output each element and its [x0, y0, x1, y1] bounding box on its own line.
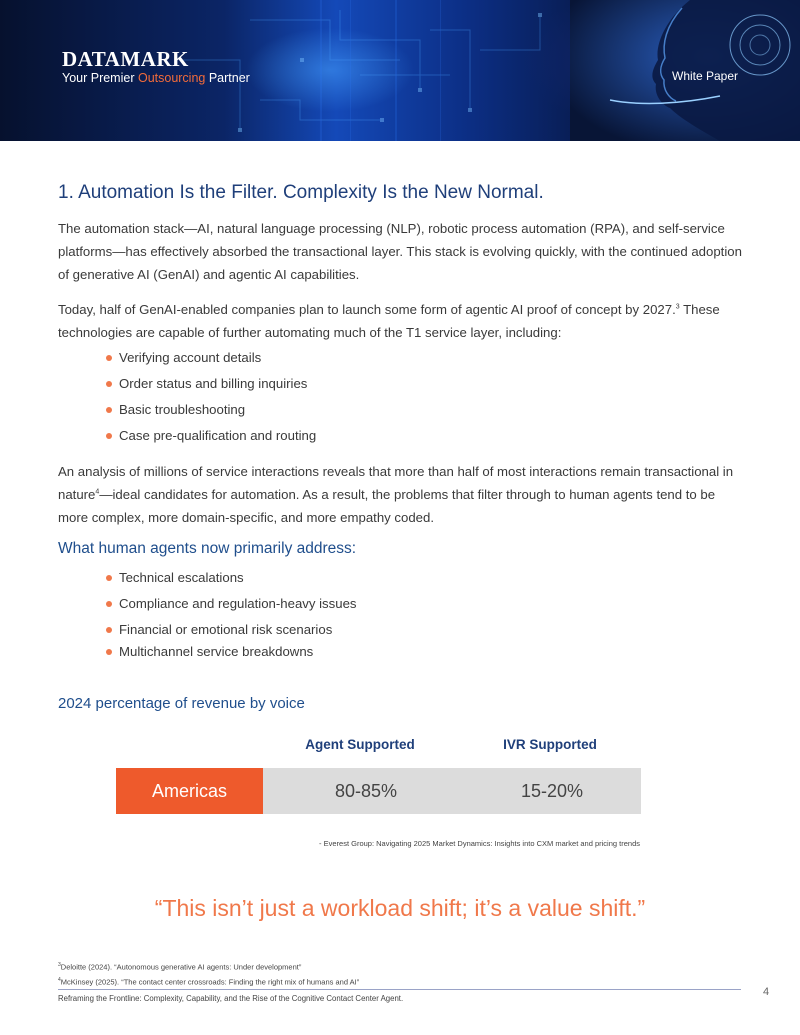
- bullet-dot-icon: [106, 649, 112, 655]
- list-item-text: Multichannel service breakdowns: [119, 644, 314, 659]
- footnote-text: Deloitte (2024). “Autonomous generative AI agents: Under development”: [60, 962, 302, 972]
- tagline-accent: Outsourcing: [137, 71, 206, 85]
- human-agents-subheading: What human agents now primarily address:: [58, 540, 357, 557]
- list-item: [106, 594, 357, 620]
- footnote-text: McKinsey (2025). “The contact center crossroads: Finding the right mix of humans and AI”: [60, 977, 360, 986]
- bullet-dot-icon: [106, 601, 112, 607]
- t1-task-list: [106, 348, 316, 452]
- document-type-label: White Paper: [672, 69, 739, 83]
- list-item-text: Case pre-qualification and routing: [119, 428, 317, 443]
- brand-tagline: [62, 71, 250, 86]
- human-agent-task-list: [106, 568, 357, 664]
- tagline-start: Your Premier: [62, 71, 138, 85]
- footnote-ref-4: 4: [95, 488, 100, 496]
- analysis-paragraph: [58, 460, 748, 529]
- running-title: Reframing the Frontline: Complexity, Capability, and the Rise of the Cognitive Contact Center Agent.: [58, 994, 404, 1003]
- intro-paragraph: The automation stack—AI, natural language processing (NLP), robotic process automation (RPA), and self-service platforms—has effectively absorbed the transactional layer. This stack is evolving quickly, with the continued adoption of generative AI (GenAI) and agentic AI capabilities.: [58, 221, 742, 282]
- list-item-text: Financial or emotional risk scenarios: [119, 622, 333, 637]
- column-header-ivr: IVR Supported: [503, 737, 597, 752]
- ivr-supported-cell: 15-20%: [520, 780, 584, 801]
- region-cell: Americas: [116, 768, 263, 814]
- agentic-ai-paragraph: [58, 298, 748, 344]
- revenue-table-title: 2024 percentage of revenue by voice: [58, 695, 305, 712]
- agentic-ai-text-cont: These technologies are capable of further automating much of the T1 service layer, including:: [58, 302, 720, 340]
- footnote-number: 4: [58, 976, 61, 983]
- bullet-dot-icon: [106, 407, 112, 413]
- bullet-dot-icon: [106, 433, 112, 439]
- list-item-text: Verifying account details: [119, 350, 262, 365]
- list-item-text: Basic troubleshooting: [119, 402, 246, 417]
- list-item: [106, 620, 357, 642]
- list-item: [106, 400, 316, 426]
- list-item: [106, 568, 357, 594]
- section-title: 1. Automation Is the Filter. Complexity Is the New Normal.: [58, 182, 544, 203]
- analysis-text-cont: —ideal candidates for automation. As a result, the problems that filter through to human agents tend to be more complex, more domain-specific, and more empathy coded.: [58, 487, 716, 525]
- agentic-ai-text: Today, half of GenAI-enabled companies plan to launch some form of agentic AI proof of concept by 2027.: [58, 302, 676, 317]
- tagline-end: Partner: [205, 71, 250, 85]
- list-item-text: Order status and billing inquiries: [119, 376, 308, 391]
- bullet-dot-icon: [106, 355, 112, 361]
- analysis-text: An analysis of millions of service interactions reveals that more than half of most interactions remain transactional in nature: [58, 464, 734, 502]
- pull-quote: “This isn’t just a workload shift; it’s a value shift.”: [154, 895, 646, 921]
- agent-supported-cell: 80-85%: [334, 780, 398, 801]
- list-item: [106, 642, 357, 664]
- list-item-text: Compliance and regulation-heavy issues: [119, 596, 357, 611]
- footnote: [58, 974, 359, 989]
- table-source-note: - Everest Group: Navigating 2025 Market Dynamics: Insights into CXM market and pricing trends: [319, 839, 640, 848]
- list-item: [106, 374, 316, 400]
- bullet-dot-icon: [106, 575, 112, 581]
- bullet-dot-icon: [106, 381, 112, 387]
- bullet-dot-icon: [106, 627, 112, 633]
- column-header-agent: Agent Supported: [305, 737, 415, 752]
- list-item-text: Technical escalations: [119, 570, 244, 585]
- footer-divider: [58, 989, 741, 990]
- footnotes: [58, 959, 359, 988]
- footnote: [58, 959, 359, 974]
- list-item: [106, 348, 316, 374]
- brand-block: [62, 48, 250, 86]
- header-banner: [0, 0, 800, 141]
- footnote-ref-3: 3: [675, 303, 680, 311]
- footnote-number: 3: [58, 962, 61, 968]
- datamark-logo: DATAMARK: [62, 47, 189, 71]
- table-row: [116, 768, 641, 814]
- page-number: 4: [763, 986, 770, 998]
- list-item: [106, 426, 316, 452]
